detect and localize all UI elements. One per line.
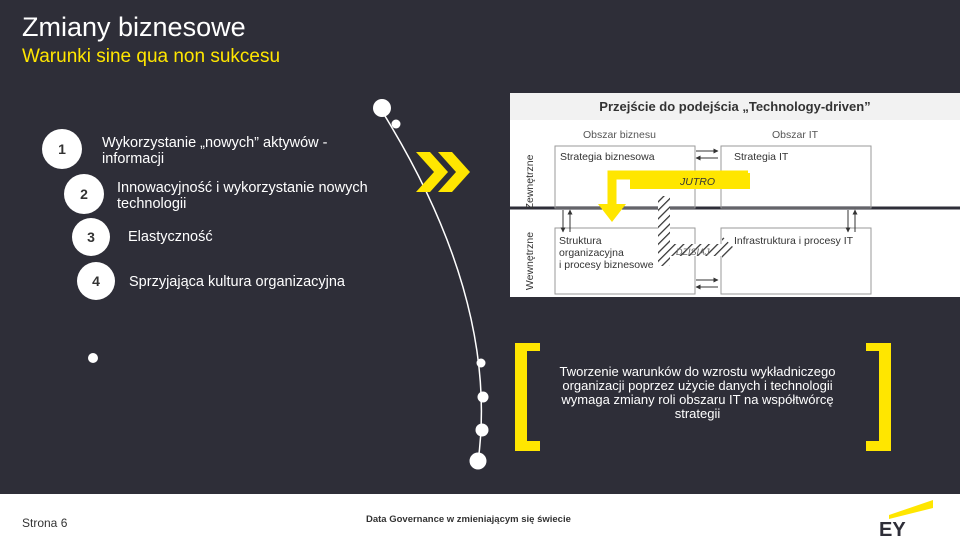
page-subtitle: Warunki sine qua non sukcesu (22, 46, 281, 67)
business-strategy-label: Strategia biznesowa (560, 151, 655, 163)
diagram-heading: Przejście do podejścia „Technology-driven” (599, 99, 871, 114)
svg-text:EY: EY (879, 519, 906, 538)
factor-number-3: 3 (72, 218, 110, 256)
row-external-label: Zewnętrzne (524, 154, 536, 210)
org-structure-line1: Struktura (559, 235, 602, 247)
callout-text: Tworzenie warunków do wzrostu wykładniczego organizacji poprzez użycie danych i technologii wymaga zmiany roli obszaru IT na współtwórcę strategii (559, 364, 836, 421)
arc-dot (373, 99, 391, 117)
factor-number-2: 2 (64, 174, 104, 214)
area-it-label: Obszar IT (772, 129, 819, 141)
org-structure-line3: i procesy biznesowe (559, 259, 654, 271)
org-structure-line2: organizacyjna (559, 247, 624, 259)
footer-title: Data Governance w zmieniającym się świecie (366, 514, 571, 525)
it-strategy-label: Strategia IT (734, 151, 789, 163)
arc-dot (476, 424, 489, 437)
arc-dot (88, 353, 98, 363)
page-number: Strona 6 (22, 516, 68, 530)
factor-number-1: 1 (42, 129, 82, 169)
chevrons-icon (414, 150, 474, 194)
factor-text-2: Innowacyjność i wykorzystanie nowych technologii (117, 180, 368, 212)
today-label: DZISIAJ (676, 247, 710, 257)
it-infrastructure-label: Infrastruktura i procesy IT (734, 235, 854, 247)
arc-dot (470, 453, 487, 470)
factor-text-4: Sprzyjająca kultura organizacyjna (129, 274, 345, 290)
arc-dot (392, 120, 401, 129)
factor-text-3: Elastyczność (128, 229, 213, 245)
page-title: Zmiany biznesowe (22, 12, 246, 42)
ey-logo-icon (875, 498, 935, 538)
factor-text-1: Wykorzystanie „nowych” aktywów - informacji (102, 135, 328, 167)
area-business-label: Obszar biznesu (583, 129, 656, 141)
row-internal-label: Wewnętrzne (524, 231, 536, 291)
tomorrow-label: JUTRO (680, 176, 715, 188)
factor-number-4: 4 (77, 262, 115, 300)
arc-dot (478, 392, 489, 403)
arc-dot (477, 359, 486, 368)
